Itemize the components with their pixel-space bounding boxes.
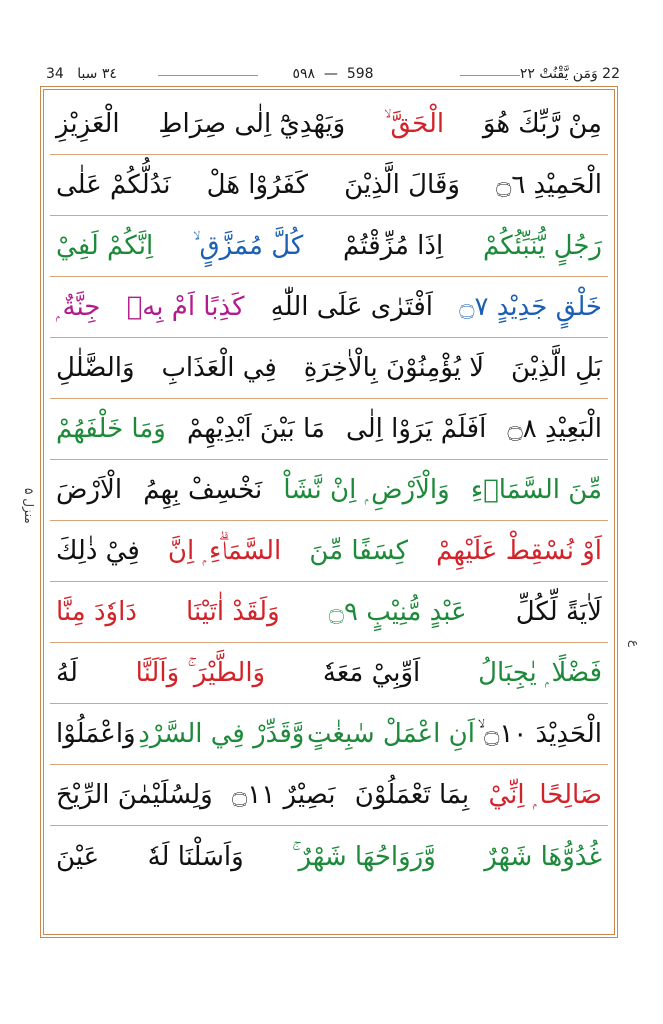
text-line-6 [50, 399, 608, 460]
line-segment: وَلِسُلَيْمٰنَ الرِّيْحَ [56, 780, 213, 810]
line-segment: عَبْدٍ مُّنِيْبٍ ۝٩ [328, 597, 467, 627]
line-segment: الْحَقَّ ۙ [384, 109, 445, 139]
header-divider [158, 75, 258, 76]
line-segment: عَيْنَ [56, 841, 100, 872]
page-number-group: ٥٩٨ — 598 [292, 66, 374, 82]
page-number: 598 [346, 66, 374, 82]
text-line-11 [50, 704, 608, 765]
line-segment: اَنِ اعْمَلْ سٰبِغٰتٍ [306, 719, 475, 749]
line-segment: اَفَلَمْ يَرَوْا اِلٰى [346, 414, 487, 444]
page-header [40, 66, 626, 86]
line-segment: بَصِيْرٌ ۝١١ [232, 780, 336, 810]
line-segment: كِسَفًا مِّنَ [309, 536, 409, 566]
text-line-12 [50, 765, 608, 826]
line-segment: مِّنَ السَّمَاۗءِ [470, 475, 602, 505]
line-segment: الْحَمِيْدِ ۝٦ [496, 170, 602, 200]
line-segment: لَا يُؤْمِنُوْنَ بِالْاٰخِرَةِ [303, 353, 485, 383]
line-segment: رَجُلٍ يُّنَبِّئُكُمْ [482, 231, 602, 261]
text-line-1 [50, 94, 608, 155]
line-segment: وَاَسَلْنَا لَهٗ [147, 841, 244, 872]
line-segment: اَفْتَرٰى عَلَى اللّٰهِ [270, 292, 433, 322]
line-segment: كُلَّ مُمَزَّقٍ ۙ [192, 231, 304, 261]
line-segment: وَلَقَدْ اٰتَيْنَا [186, 597, 280, 627]
text-line-10 [50, 643, 608, 704]
line-segment: مِنْ رَّبِّكَ هُوَ [482, 109, 602, 139]
line-segment: اِنَّكُمْ لَفِيْ [56, 231, 154, 261]
line-segment: وَاعْمَلُوْا [56, 719, 136, 749]
line-segment: بِمَا تَعْمَلُوْنَ [354, 780, 470, 810]
quran-text-frame [40, 86, 618, 938]
line-segment: نَدُلُّكُمْ عَلٰى [56, 170, 171, 200]
ruku-note: ع [628, 640, 642, 648]
text-line-9 [50, 582, 608, 643]
text-line-2 [50, 155, 608, 216]
line-segment: اَوِّبِيْ مَعَهٗ [322, 658, 421, 688]
line-segment: اَوْ نُسْقِطْ عَلَيْهِمْ [436, 536, 602, 566]
text-line-5 [50, 338, 608, 399]
line-segment: لَاٰيَةً لِّكُلِّ [515, 597, 602, 627]
surah-group [46, 66, 117, 82]
line-segment: وَّقَدِّرْ فِي السَّرْدِ [138, 719, 305, 749]
line-segment: جِنَّةٌ ۭ [56, 292, 101, 322]
line-segment: خَلْقٍ جَدِيْدٍ ۝٧ [459, 292, 602, 322]
line-segment: الْاَرْضَ [56, 475, 123, 505]
line-segment: غُدُوُّهَا شَهْرٌ [484, 841, 602, 872]
line-segment: كَفَرُوْا هَلْ [206, 170, 308, 200]
line-segment: فِيْ ذٰلِكَ [56, 536, 140, 566]
line-segment: بَلِ الَّذِيْنَ [510, 353, 602, 383]
line-segment: السَّمَاۗءِ ۭ اِنَّ [167, 536, 282, 566]
line-segment: نَخْسِفْ بِهِمُ [143, 475, 263, 505]
surah-label: ٣٤ سبا [77, 66, 117, 82]
line-segment: وَالطَّيْرَ ۚ وَاَلَنَّا [135, 658, 266, 688]
line-segment: وَقَالَ الَّذِيْنَ [344, 170, 460, 200]
line-segment: مَا بَيْنَ اَيْدِيْهِمْ [186, 414, 325, 444]
line-segment: وَّرَوَاحُهَا شَهْرٌ ۚ [292, 841, 436, 872]
line-segment: وَالضَّلٰلِ [56, 353, 135, 383]
line-segment: لَهُ [56, 658, 78, 688]
line-segment: وَالْاَرْضِ ۭ اِنْ نَّشَاْ [283, 475, 450, 505]
line-segment: الْحَدِيْدَ ۝١٠ ۙ [477, 719, 602, 749]
text-line-8 [50, 521, 608, 582]
text-line-13 [50, 826, 608, 887]
line-segment: دَاوٗدَ مِنَّا [56, 597, 137, 627]
line-segment: وَيَهْدِيْٓ اِلٰى صِرَاطِ [158, 109, 346, 139]
manzil-note: منزل ۵ [22, 488, 36, 524]
line-segment: فِي الْعَذَابِ [161, 353, 277, 383]
line-segment: كَذِبًا اَمْ بِهٖ [126, 292, 245, 322]
line-segment: اِذَا مُزِّقْتُمْ [343, 231, 444, 261]
text-line-4 [50, 277, 608, 338]
line-segment: فَضْلًا ۭ يٰجِبَالُ [478, 658, 602, 688]
page-number-arabic: ٥٩٨ [292, 66, 315, 82]
line-segment: الْعَزِيْزِ [56, 109, 120, 139]
surah-number: 34 [46, 66, 64, 82]
juz-label: 22 وَمَن يَّقْنُتْ ٢٢ [519, 66, 620, 82]
text-line-3 [50, 216, 608, 277]
text-line-7 [50, 460, 608, 521]
line-segment: صَالِحًا ۭ اِنِّيْ [488, 780, 602, 810]
line-segment: وَمَا خَلْفَهُمْ [56, 414, 166, 444]
line-segment: الْبَعِيْدِ ۝٨ [507, 414, 602, 444]
